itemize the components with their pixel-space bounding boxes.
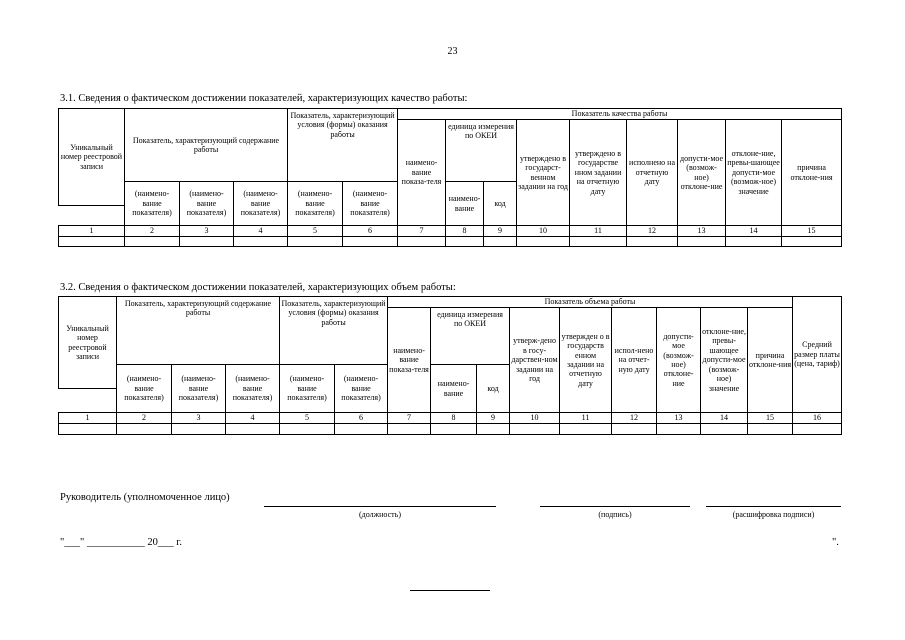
col-approved-date: утверждено в государстве нном задании на отчетную дату xyxy=(570,120,627,226)
position-caption: (должность) xyxy=(359,510,401,519)
col-unique-number: Уникальный номер реестровой записи xyxy=(59,109,125,206)
col-num: 6 xyxy=(343,226,398,237)
col-reason: причина отклоне-ния xyxy=(782,120,842,226)
sub-indicator-1: (наимено-вание показателя) xyxy=(117,365,172,413)
col-conditions: Показатель, характеризующий условия (формы) оказания работы xyxy=(288,109,398,182)
col-num: 12 xyxy=(612,413,657,424)
col-executed: исполнено на отчетную дату xyxy=(627,120,678,226)
sub-indicator-5: (наимено-вание показателя) xyxy=(343,182,398,226)
col-indicator-name: наимено-вание показа-теля xyxy=(388,308,431,413)
sub-indicator-3: (наимено-вание показателя) xyxy=(226,365,280,413)
table-cell[interactable] xyxy=(484,237,517,247)
column-numbers-row xyxy=(59,226,842,237)
col-unit: единица измерения по ОКЕИ xyxy=(431,308,510,365)
col-num: 8 xyxy=(431,413,477,424)
position-line[interactable] xyxy=(264,506,496,507)
table-cell[interactable] xyxy=(117,424,172,435)
col-num: 10 xyxy=(510,413,560,424)
signature-caption: (подпись) xyxy=(598,510,632,519)
table-cell[interactable] xyxy=(180,237,234,247)
sub-indicator-1: (наимено-вание показателя) xyxy=(125,182,180,226)
sub-indicator-5: (наимено-вание показателя) xyxy=(335,365,388,413)
col-num: 5 xyxy=(288,226,343,237)
col-num: 11 xyxy=(570,226,627,237)
col-num: 14 xyxy=(726,226,782,237)
decode-caption: (расшифровка подписи) xyxy=(732,510,815,519)
table-cell[interactable] xyxy=(288,237,343,247)
col-num: 10 xyxy=(517,226,570,237)
footer-divider xyxy=(410,590,490,591)
table-cell[interactable] xyxy=(446,237,484,247)
table-cell[interactable] xyxy=(125,237,180,247)
col-num: 13 xyxy=(678,226,726,237)
col-volume-group: Показатель объема работы xyxy=(388,297,793,308)
col-excess: отклоне-ние, превы-шающее допусти-мое (возмож-ное) значение xyxy=(701,308,748,413)
col-executed: испол-нено на отчет-ную дату xyxy=(612,308,657,413)
table-cell[interactable] xyxy=(59,237,125,247)
col-num: 15 xyxy=(748,413,793,424)
table-cell[interactable] xyxy=(234,237,288,247)
signatory-label: Руководитель (уполномоченное лицо) xyxy=(60,492,230,503)
sub-indicator-4: (наимено-вание показателя) xyxy=(280,365,335,413)
quality-table xyxy=(58,108,842,247)
table-cell[interactable] xyxy=(782,237,842,247)
table-cell[interactable] xyxy=(388,424,431,435)
col-conditions: Показатель, характеризующий условия (формы) оказания работы xyxy=(280,297,388,365)
table-cell[interactable] xyxy=(59,424,117,435)
table-cell[interactable] xyxy=(172,424,226,435)
col-num: 8 xyxy=(446,226,484,237)
col-num: 4 xyxy=(226,413,280,424)
section-2-title: 3.2. Сведения о фактическом достижении показателей, характеризующих объем работы: xyxy=(60,282,456,293)
table-cell[interactable] xyxy=(793,424,842,435)
col-unit-code: код xyxy=(484,182,517,226)
table-cell[interactable] xyxy=(477,424,510,435)
col-num: 7 xyxy=(398,226,446,237)
col-num: 7 xyxy=(388,413,431,424)
sub-indicator-2: (наимено-вание показателя) xyxy=(180,182,234,226)
col-approved-year: утверж-дено в госу-дарствен-ном задании на год xyxy=(510,308,560,413)
col-num: 5 xyxy=(280,413,335,424)
date-line[interactable]: "___" ___________ 20___ г. xyxy=(60,537,182,548)
col-num: 12 xyxy=(627,226,678,237)
section-1-title: 3.1. Сведения о фактическом достижении показателей, характеризующих качество работы: xyxy=(60,93,468,104)
table-cell[interactable] xyxy=(701,424,748,435)
table-cell[interactable] xyxy=(226,424,280,435)
volume-table xyxy=(58,296,842,435)
col-num: 2 xyxy=(125,226,180,237)
col-num: 1 xyxy=(59,226,125,237)
decode-line[interactable] xyxy=(706,506,841,507)
sub-indicator-2: (наимено-вание показателя) xyxy=(172,365,226,413)
empty-data-row xyxy=(59,424,842,435)
table-cell[interactable] xyxy=(678,237,726,247)
table-cell[interactable] xyxy=(398,237,446,247)
col-deviation: допусти-мое (возмож-ное) отклоне-ние xyxy=(678,120,726,226)
col-num: 6 xyxy=(335,413,388,424)
col-num: 16 xyxy=(793,413,842,424)
table-cell[interactable] xyxy=(280,424,335,435)
col-num: 13 xyxy=(657,413,701,424)
col-approved-date: утвержден о в государств енном задании на отчетную дату xyxy=(560,308,612,413)
signature-line[interactable] xyxy=(540,506,690,507)
col-reason: причина отклоне-ния xyxy=(748,308,793,413)
table-cell[interactable] xyxy=(335,424,388,435)
table-cell[interactable] xyxy=(431,424,477,435)
col-approved-year: утверждено в государст-венном задании на год xyxy=(517,120,570,226)
empty-data-row xyxy=(59,237,842,247)
col-unique-number: Уникальный номер реестровой записи xyxy=(59,297,117,389)
col-unit-code: код xyxy=(477,365,510,413)
col-content: Показатель, характеризующий содержание работы xyxy=(125,109,288,182)
col-num: 9 xyxy=(477,413,510,424)
col-num: 3 xyxy=(172,413,226,424)
date-line-tail: ". xyxy=(832,537,839,548)
col-unit: единица измерения по ОКЕИ xyxy=(446,120,517,182)
table-cell[interactable] xyxy=(657,424,701,435)
col-average-price: Средний размер платы (цена, тариф) xyxy=(793,297,842,413)
col-num: 15 xyxy=(782,226,842,237)
table-cell[interactable] xyxy=(748,424,793,435)
sub-indicator-4: (наимено-вание показателя) xyxy=(288,182,343,226)
col-content: Показатель, характеризующий содержание работы xyxy=(117,297,280,365)
table-cell[interactable] xyxy=(560,424,612,435)
col-num: 2 xyxy=(117,413,172,424)
col-num: 9 xyxy=(484,226,517,237)
col-excess: отклоне-ние, превы-шающее допусти-мое (возмож-ное) значение xyxy=(726,120,782,226)
col-num: 4 xyxy=(234,226,288,237)
table-cell[interactable] xyxy=(343,237,398,247)
table-cell[interactable] xyxy=(726,237,782,247)
col-deviation: допусти-мое (возмож-ное) отклоне-ние xyxy=(657,308,701,413)
table-cell[interactable] xyxy=(510,424,560,435)
table-cell[interactable] xyxy=(517,237,570,247)
col-unit-name: наимено-вание xyxy=(446,182,484,226)
col-num: 3 xyxy=(180,226,234,237)
col-num: 14 xyxy=(701,413,748,424)
col-unit-name: наимено-вание xyxy=(431,365,477,413)
column-numbers-row xyxy=(59,413,842,424)
col-indicator-name: наимено-вание показа-теля xyxy=(398,120,446,226)
page-number: 23 xyxy=(447,46,458,57)
col-num: 1 xyxy=(59,413,117,424)
sub-indicator-3: (наимено-вание показателя) xyxy=(234,182,288,226)
table-cell[interactable] xyxy=(612,424,657,435)
table-cell[interactable] xyxy=(570,237,627,247)
col-quality-group: Показатель качества работы xyxy=(398,109,842,120)
col-num: 11 xyxy=(560,413,612,424)
table-cell[interactable] xyxy=(627,237,678,247)
